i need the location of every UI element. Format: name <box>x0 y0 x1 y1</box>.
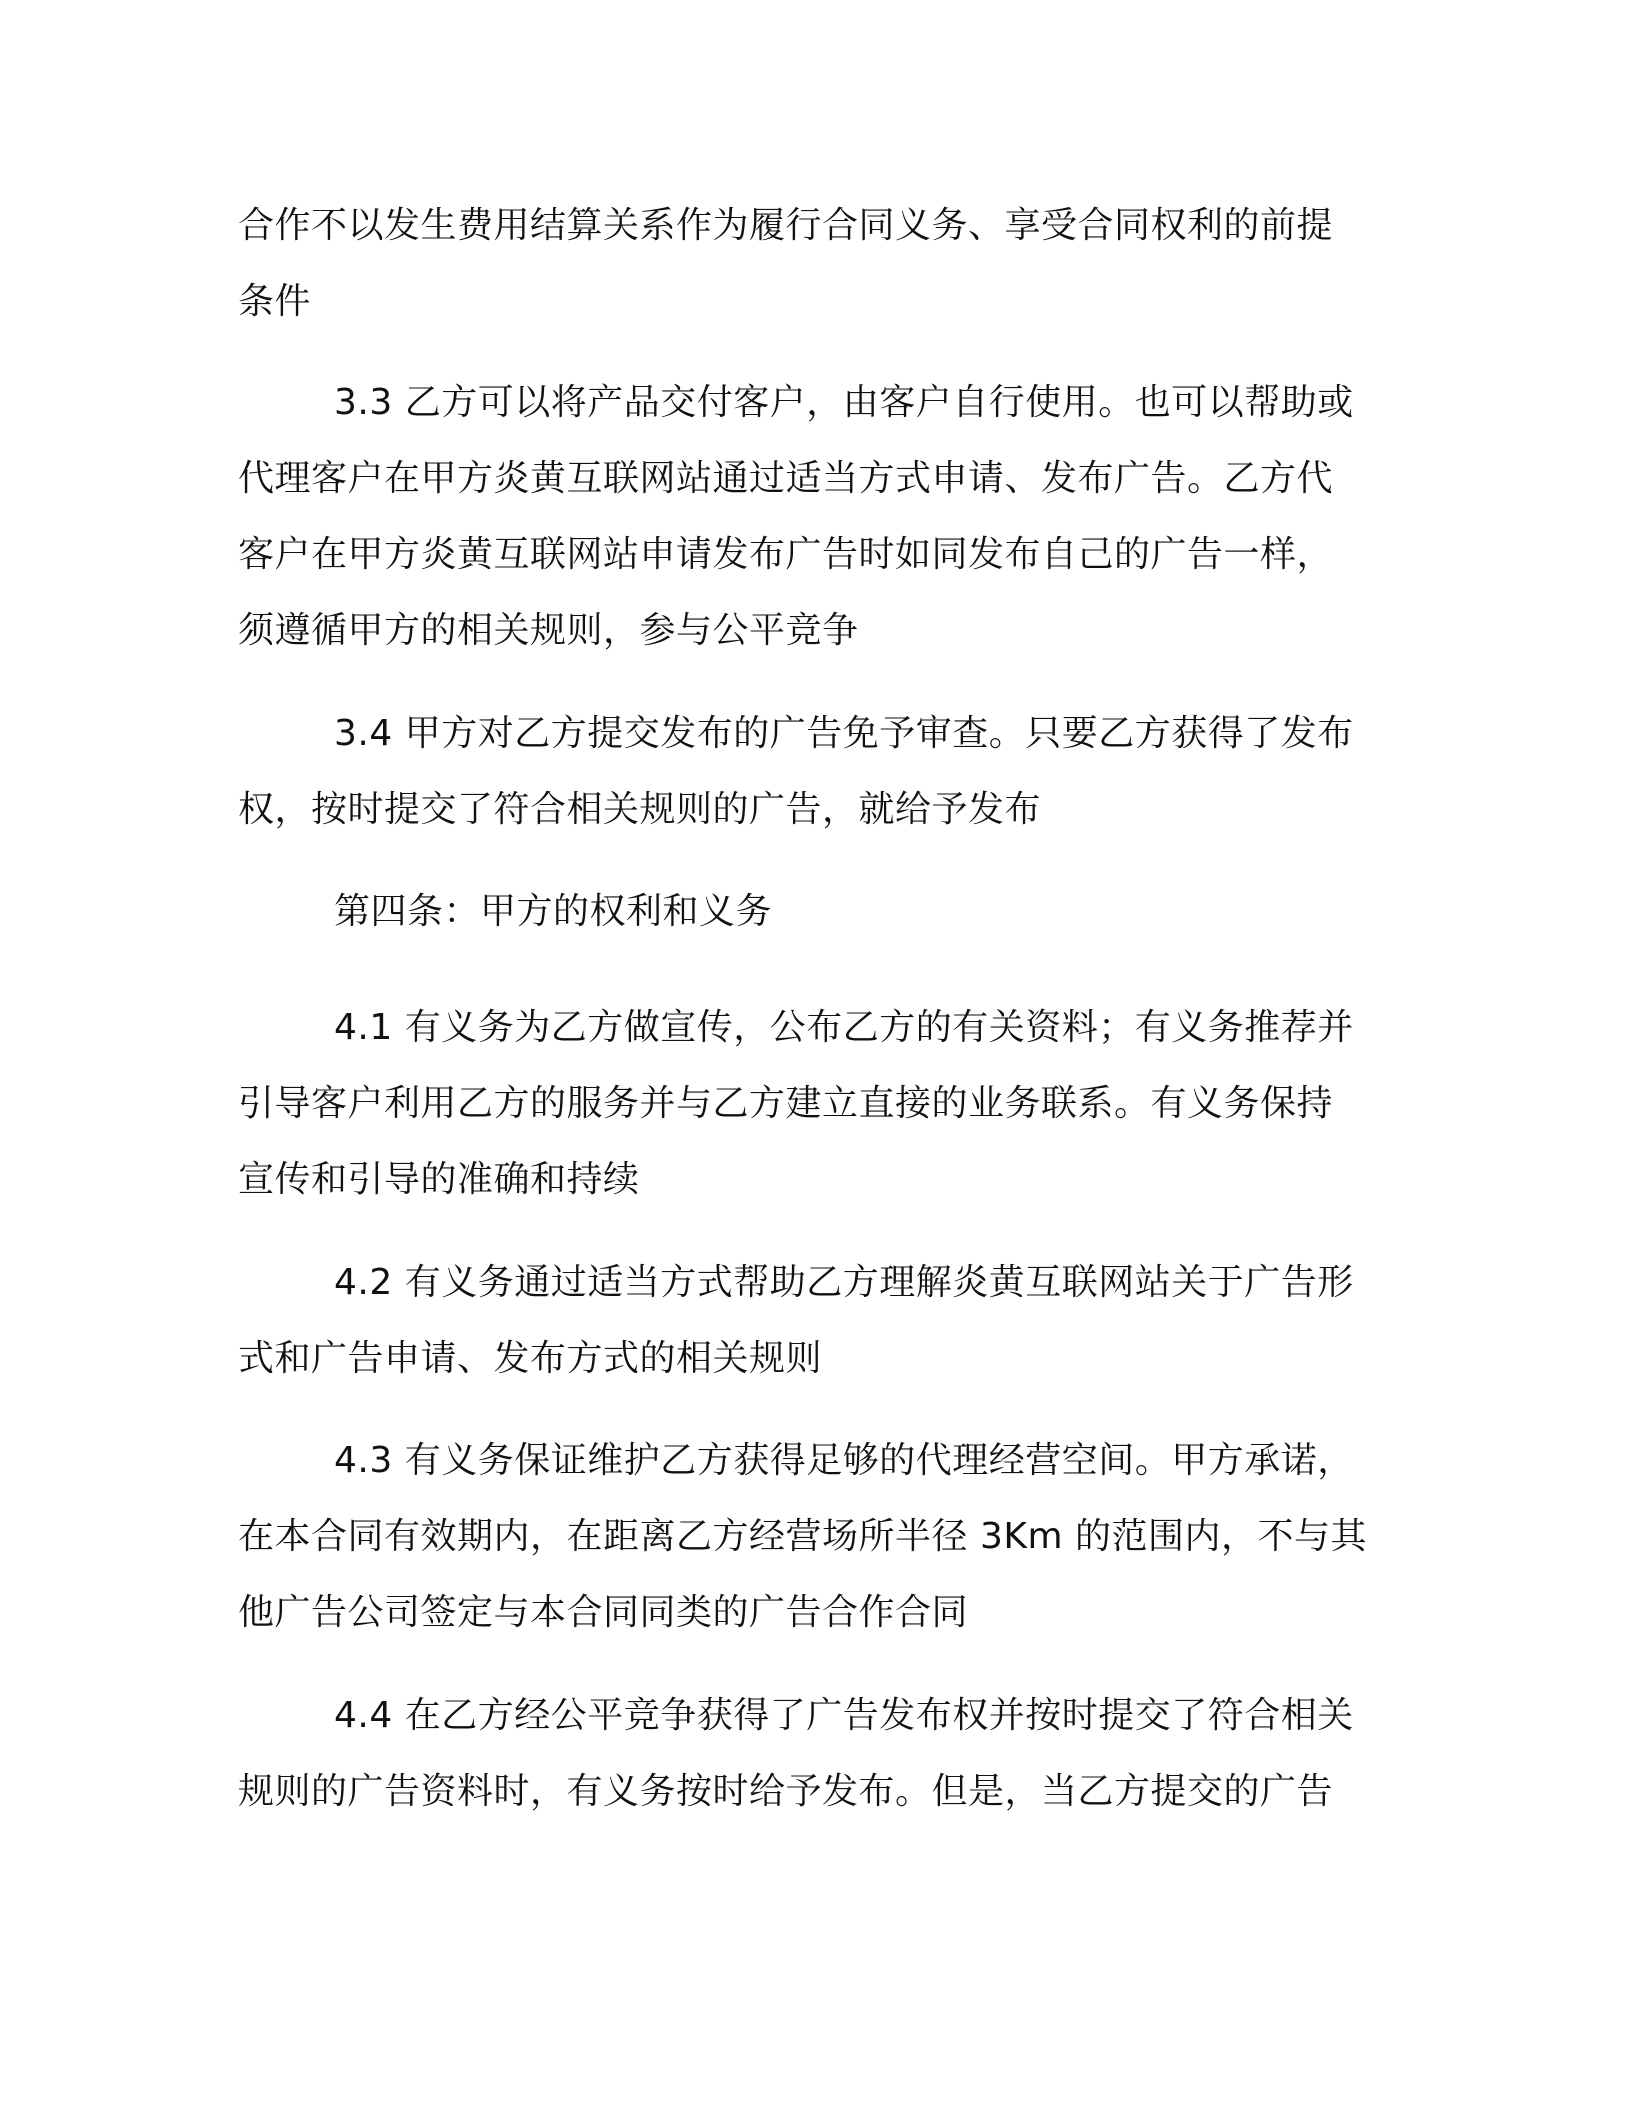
paragraph-3-4 <box>238 696 1388 848</box>
text-line: 合作不以发生费用结算关系作为履行合同义务、享受合同权利的前提 <box>238 205 1334 246</box>
paragraph-4-4 <box>238 1678 1388 1830</box>
text-line: 他广告公司签定与本合同同类的广告合作合同 <box>238 1592 969 1633</box>
text-line: 引导客户利用乙方的服务并与乙方建立直接的业务联系。有义务保持 <box>238 1083 1334 1124</box>
paragraph-3-3 <box>238 365 1388 669</box>
paragraph-4-3 <box>238 1423 1388 1651</box>
text-line: 3.3 乙方可以将产品交付客户，由客户自行使用。也可以帮助或 <box>334 382 1354 423</box>
text-line: 须遵循甲方的相关规则，参与公平竞争 <box>238 610 859 651</box>
section-heading: 第四条：甲方的权利和义务 <box>334 891 773 932</box>
text-line: 3.4 甲方对乙方提交发布的广告免予审查。只要乙方获得了发布 <box>334 713 1354 754</box>
text-line: 客户在甲方炎黄互联网站申请发布广告时如同发布自己的广告一样， <box>238 534 1334 575</box>
text-line: 规则的广告资料时，有义务按时给予发布。但是，当乙方提交的广告 <box>238 1771 1334 1812</box>
text-line: 权，按时提交了符合相关规则的广告，就给予发布 <box>238 789 1042 830</box>
text-line: 4.3 有义务保证维护乙方获得足够的代理经营空间。甲方承诺， <box>334 1440 1354 1481</box>
text-line: 代理客户在甲方炎黄互联网站通过适当方式申请、发布广告。乙方代 <box>238 458 1334 499</box>
article-4-heading <box>238 874 1388 950</box>
text-line: 在本合同有效期内，在距离乙方经营场所半径 3Km 的范围内，不与其 <box>238 1516 1367 1557</box>
text-line: 式和广告申请、发布方式的相关规则 <box>238 1338 823 1379</box>
paragraph-continuation <box>238 188 1388 340</box>
text-line: 宣传和引导的准确和持续 <box>238 1159 640 1200</box>
paragraph-4-1 <box>238 990 1388 1218</box>
text-line: 条件 <box>238 281 312 322</box>
paragraph-4-2 <box>238 1245 1388 1397</box>
text-line: 4.4 在乙方经公平竞争获得了广告发布权并按时提交了符合相关 <box>334 1695 1354 1736</box>
text-line: 4.1 有义务为乙方做宣传，公布乙方的有关资料；有义务推荐并 <box>334 1007 1354 1048</box>
text-line: 4.2 有义务通过适当方式帮助乙方理解炎黄互联网站关于广告形 <box>334 1262 1354 1303</box>
